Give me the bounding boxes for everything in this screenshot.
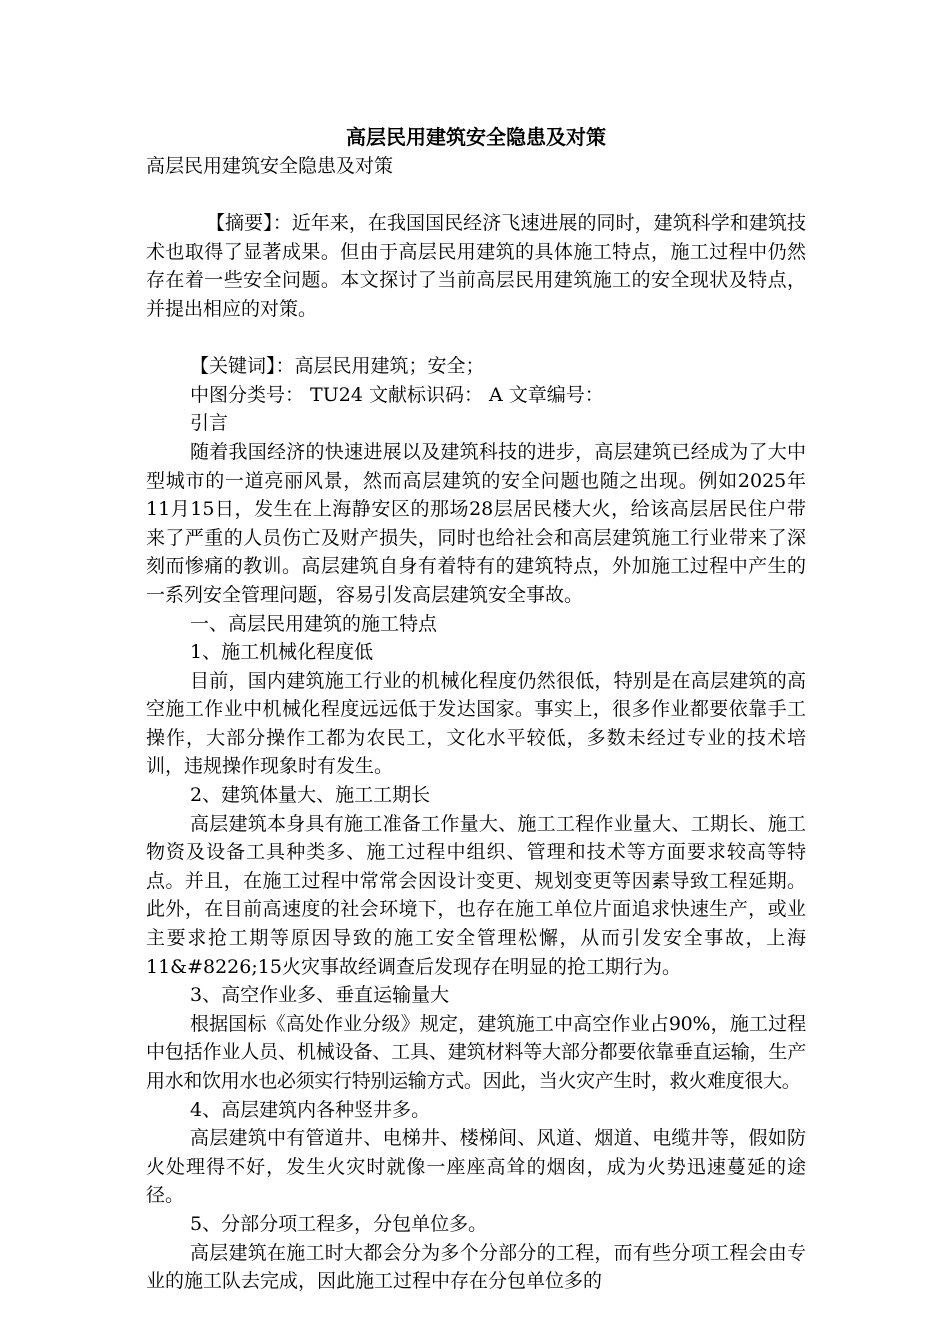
blank-line (146, 181, 806, 210)
item-paragraph: 目前，国内建筑施工行业的机械化程度仍然很低，特别是在高层建筑的高空施工作业中机械化程度远远低于发达国家。事实上，很多作业都要依靠手工操作，大部分操作工都为农民工，文化水平较低，多数未经过专业的技术培训，违规操作现象时有发生。 (146, 669, 806, 778)
document-title: 高层民用建筑安全隐患及对策 (346, 125, 606, 149)
classification-line: 中图分类号： TU24 文献标识码： A 文章编号： (190, 383, 604, 406)
item-heading: 5、分部分项工程多，分包单位多。 (190, 1212, 488, 1235)
item-heading: 3、高空作业多、垂直运输量大 (190, 984, 450, 1007)
item-paragraph: 高层建筑本身具有施工准备工作量大、施工工程作业量大、工期长、施工物资及设备工具种类多、施工过程中组织、管理和技术等方面要求较高等特点。并且，在施工过程中常常会因设计变更、规划变更等因素导致工程延期。此外，在目前高速度的社会环境下，也存在施工单位片面追求快速生产，或业主要求抢工期等原因导致的施工安全管理松懈，从而引发安全事故，上海11&#8226;15火灾事故经调查后发现存在明显的抢工期行为。 (146, 812, 806, 978)
item-paragraph: 高层建筑中有管道井、电梯井、楼梯间、风道、烟道、电缆井等，假如防火处理得不好，发生火灾时就像一座座高耸的烟囱，成为火势迅速蔓延的途径。 (146, 1127, 806, 1207)
item-paragraph: 高层建筑在施工时大都会分为多个分部分的工程，而有些分项工程会由专业的施工队去完成，因此施工过程中存在分包单位多的 (146, 1241, 806, 1293)
keywords-line: 【关键词】：高层民用建筑；安全； (190, 355, 485, 378)
blank-line (146, 324, 806, 353)
item-heading: 2、建筑体量大、施工工期长 (190, 784, 431, 807)
item-heading: 4、高层建筑内各种竖井多。 (190, 1098, 431, 1121)
abstract-paragraph: 【摘要】：近年来，在我国国民经济飞速进展的同时，建筑科学和建筑技术也取得了显著成果。但由于高层民用建筑的具体施工特点，施工过程中仍然存在着一些安全问题。本文探讨了当前高层民用建筑施工的安全现状及特点，并提出相应的对策。 (146, 212, 806, 320)
intro-heading: 引言 (190, 412, 229, 435)
item-paragraph: 根据国标《高处作业分级》规定，建筑施工中高空作业占90%，施工过程中包括作业人员、机械设备、工具、建筑材料等大部分都要依靠垂直运输，生产用水和饮用水也必须实行特别运输方式。因此，当火灾产生时，救火难度很大。 (146, 1012, 806, 1092)
document-subtitle: 高层民用建筑安全隐患及对策 (146, 155, 394, 177)
intro-paragraph: 随着我国经济的快速进展以及建筑科技的进步，高层建筑已经成为了大中型城市的一道亮丽风景，然而高层建筑的安全问题也随之出现。例如2025年11月15日，发生在上海静安区的那场28层居民楼大火，给该高层居民住户带来了严重的人员伤亡及财产损失，同时也给社会和高层建筑施工行业带来了深刻而惨痛的教训。高层建筑自身有着特有的建筑特点，外加施工过程中产生的一系列安全管理问题，容易引发高层建筑安全事故。 (146, 440, 806, 606)
item-heading: 1、施工机械化程度低 (190, 641, 374, 664)
document-page (146, 122, 806, 1296)
section-heading: 一、高层民用建筑的施工特点 (190, 612, 438, 635)
